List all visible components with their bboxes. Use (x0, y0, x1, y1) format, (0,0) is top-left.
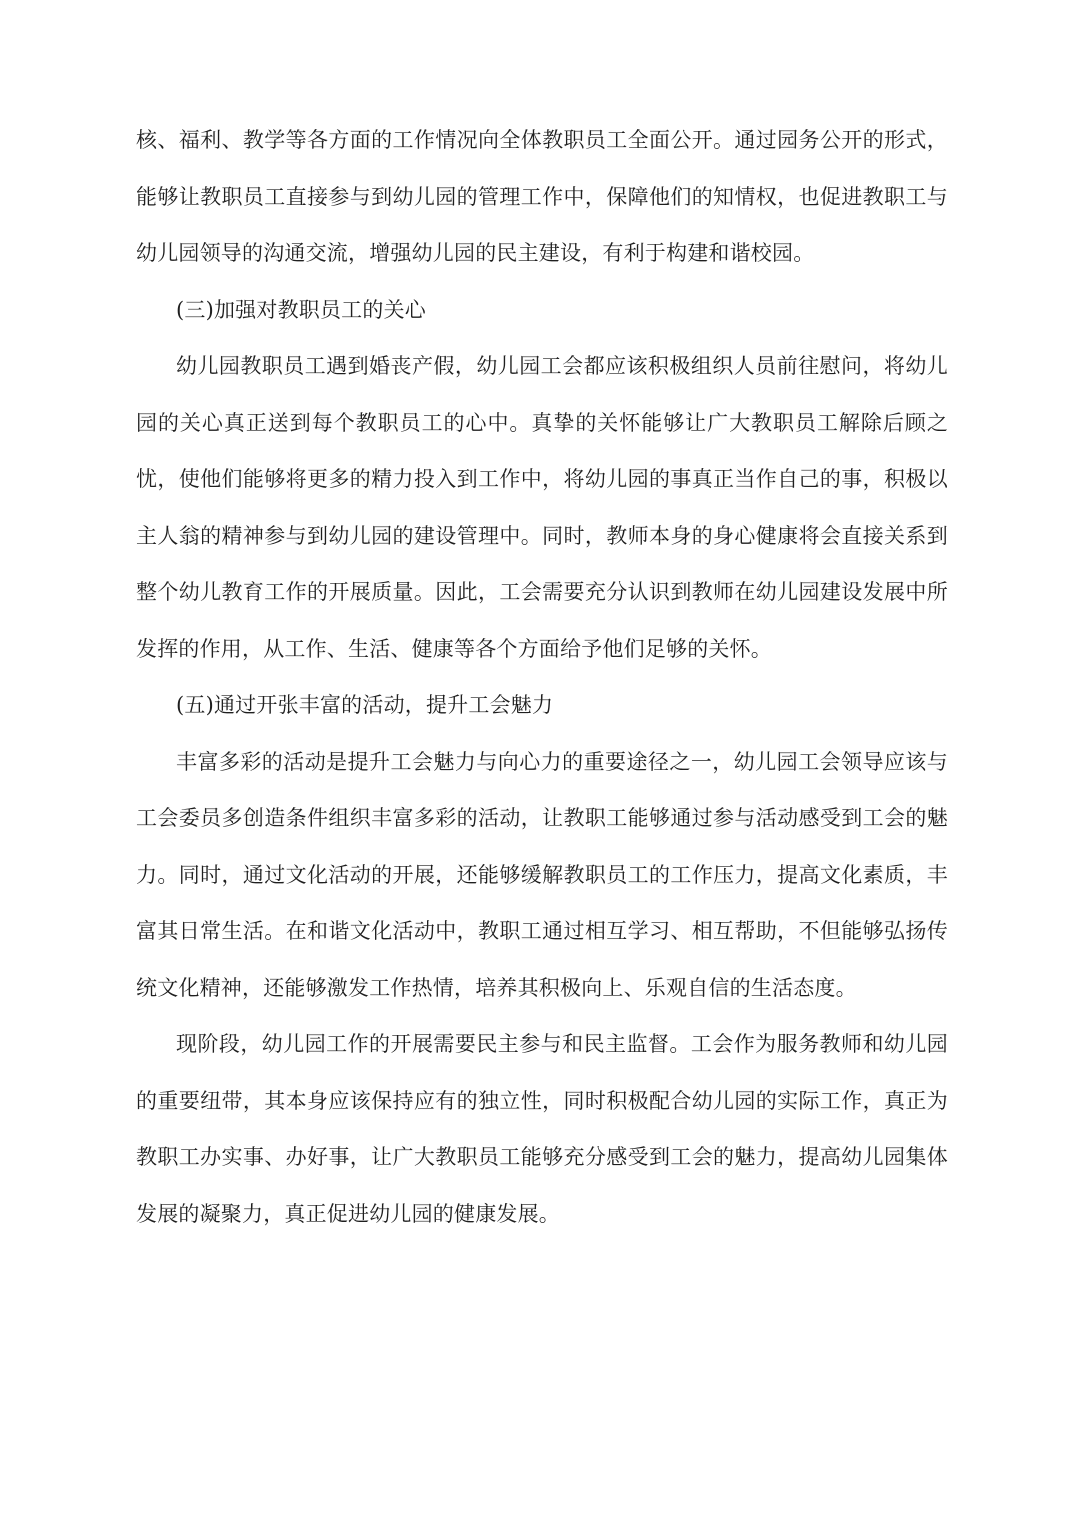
paragraph-activities: 丰富多彩的活动是提升工会魅力与向心力的重要途径之一，幼儿园工会领导应该与工会委员多创造条件组织丰富多彩的活动，让教职工能够通过参与活动感受到工会的魅力。同时，通过文化活动的开展，还能够缓解教职员工的工作压力，提高文化素质，丰富其日常生活。在和谐文化活动中，教职工通过相互学习、相互帮助，不但能够弘扬传统文化精神，还能够激发工作热情，培养其积极向上、乐观自信的生活态度。 (136, 749, 948, 1000)
paragraph-continuation: 核、福利、教学等各方面的工作情况向全体教职员工全面公开。通过园务公开的形式，能够让教职员工直接参与到幼儿园的管理工作中，保障他们的知情权，也促进教职工与幼儿园领导的沟通交流，增强幼儿园的民主建设，有利于构建和谐校园。 (136, 128, 948, 265)
section-heading-five: (五)通过开张丰富的活动，提升工会魅力 (176, 693, 554, 717)
section-heading-three: (三)加强对教职员工的关心 (176, 297, 426, 322)
document-body (136, 112, 948, 1242)
paragraph-staff-care: 幼儿园教职员工遇到婚丧产假，幼儿园工会都应该积极组织人员前往慰问，将幼儿园的关心真正送到每个教职员工的心中。真挚的关怀能够让广大教职员工解除后顾之忧，使他们能够将更多的精力投入到工作中，将幼儿园的事真正当作自己的事，积极以主人翁的精神参与到幼儿园的建设管理中。同时，教师本身的身心健康将会直接关系到整个幼儿教育工作的开展质量。因此，工会需要充分认识到教师在幼儿园建设发展中所发挥的作用，从工作、生活、健康等各个方面给予他们足够的关怀。 (136, 354, 948, 661)
paragraph-conclusion: 现阶段，幼儿园工作的开展需要民主参与和民主监督。工会作为服务教师和幼儿园的重要纽带，其本身应该保持应有的独立性，同时积极配合幼儿园的实际工作，真正为教职工办实事、办好事，让广大教职员工能够充分感受到工会的魅力，提高幼儿园集体发展的凝聚力，真正促进幼儿园的健康发展。 (136, 1032, 948, 1226)
